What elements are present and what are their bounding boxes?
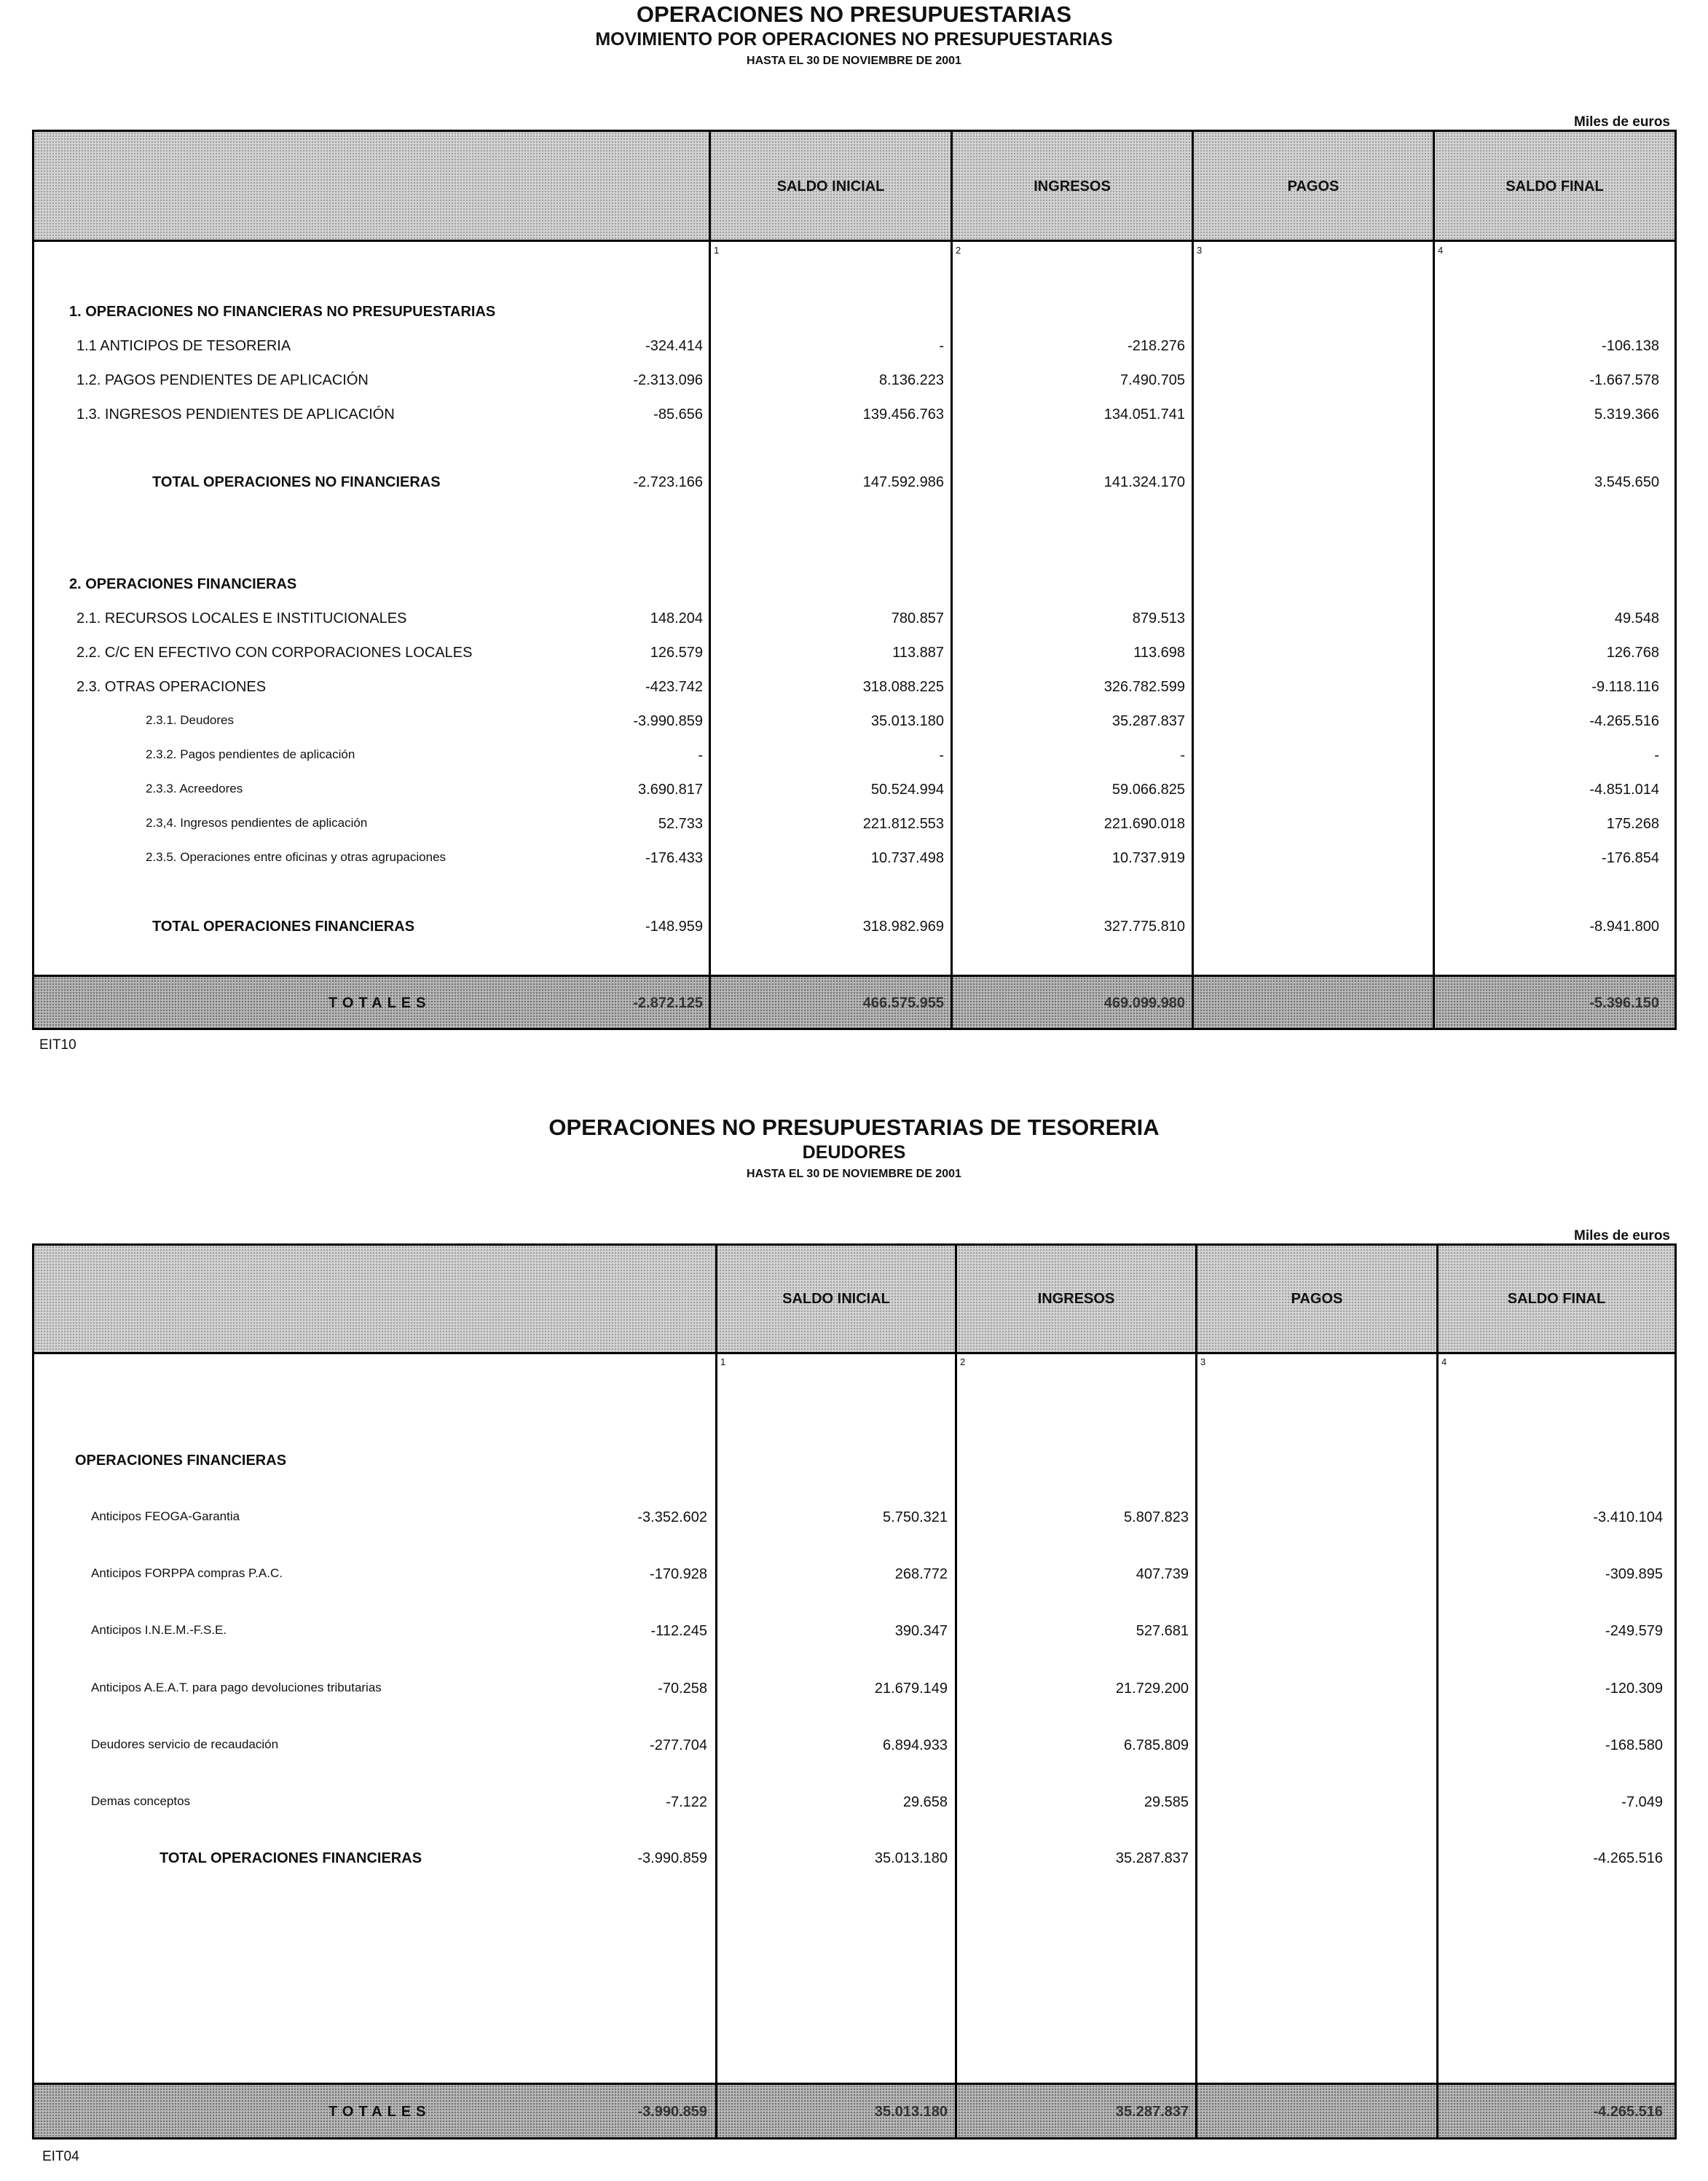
column-header-saldo-inicial: SALDO INICIAL — [782, 1291, 890, 1307]
cell-saldo-inicial: -3.990.859 — [633, 713, 703, 729]
column-number: 4 — [1438, 245, 1444, 256]
cell-ingresos: 5.750.321 — [883, 1509, 948, 1525]
cell-pagos: 5.807.823 — [1124, 1509, 1189, 1525]
cell-saldo-inicial: 126.579 — [650, 645, 703, 661]
cell-pagos: -218.276 — [1127, 338, 1185, 354]
cell-ingresos: 390.347 — [894, 1623, 948, 1639]
report2-title: OPERACIONES NO PRESUPUESTARIAS DE TESORERIA — [548, 1115, 1160, 1140]
cell-ingresos: 35.013.180 — [870, 713, 944, 729]
cell-pagos: 407.739 — [1136, 1566, 1189, 1582]
cell-saldo-inicial: -170.928 — [650, 1566, 707, 1582]
report1-period: HASTA EL 30 DE NOVIEMBRE DE 2001 — [747, 55, 961, 67]
column-divider — [709, 132, 711, 1028]
column-header-ingresos: INGRESOS — [1037, 1291, 1115, 1307]
column-header-saldo-final: SALDO FINAL — [1506, 178, 1604, 194]
cell-saldo-inicial: -148.959 — [645, 919, 703, 935]
cell-saldo-inicial: -277.704 — [650, 1737, 707, 1753]
column-divider — [1195, 1246, 1197, 2137]
row-label: 1.2. PAGOS PENDIENTES DE APLICACIÓN — [76, 372, 369, 388]
row-label: Anticipos FORPPA compras P.A.C. — [91, 1566, 283, 1580]
row-label: 1.1 ANTICIPOS DE TESORERIA — [76, 338, 291, 354]
report2-period: HASTA EL 30 DE NOVIEMBRE DE 2001 — [747, 1168, 961, 1180]
column-divider — [715, 1246, 717, 2137]
column-number: 2 — [960, 1356, 966, 1367]
column-divider — [1433, 132, 1435, 1028]
total-saldo-final: -4.265.516 — [1593, 2104, 1663, 2120]
column-header-pagos: PAGOS — [1287, 178, 1339, 194]
cell-saldo-inicial: -324.414 — [645, 338, 703, 354]
cell-saldo-final: -309.895 — [1605, 1566, 1663, 1582]
cell-pagos: 141.324.170 — [1103, 474, 1185, 490]
cell-ingresos: 10.737.498 — [870, 850, 944, 866]
cell-ingresos: - — [939, 747, 944, 763]
row-label: 2. OPERACIONES FINANCIERAS — [69, 576, 297, 592]
cell-pagos: 29.585 — [1144, 1794, 1189, 1810]
totals-label: TOTALES — [328, 2104, 431, 2120]
cell-pagos: 59.066.825 — [1111, 782, 1185, 798]
cell-saldo-final: 3.545.650 — [1594, 474, 1659, 490]
cell-saldo-final: - — [1654, 747, 1659, 763]
column-header-saldo-inicial: SALDO INICIAL — [776, 178, 885, 194]
cell-ingresos: 780.857 — [891, 610, 944, 626]
total-saldo-inicial: -2.872.125 — [633, 995, 703, 1011]
report1-title: OPERACIONES NO PRESUPUESTARIAS — [636, 1, 1072, 27]
cell-ingresos: 268.772 — [894, 1566, 948, 1582]
cell-saldo-final: -168.580 — [1605, 1737, 1663, 1753]
cell-saldo-final: -4.265.516 — [1589, 713, 1659, 729]
column-divider — [1436, 1246, 1439, 2137]
cell-ingresos: 221.812.553 — [862, 816, 944, 832]
column-number: 2 — [956, 245, 961, 256]
cell-ingresos: 8.136.223 — [879, 372, 944, 388]
row-label: Deudores servicio de recaudación — [91, 1737, 279, 1751]
column-divider — [951, 132, 953, 1028]
row-label: TOTAL OPERACIONES NO FINANCIERAS — [152, 474, 441, 490]
cell-saldo-final: -106.138 — [1602, 338, 1659, 354]
cell-saldo-final: 49.548 — [1614, 610, 1659, 626]
cell-saldo-final: -3.410.104 — [1593, 1509, 1663, 1525]
total-pagos: 469.099.980 — [1103, 995, 1185, 1011]
cell-saldo-final: -8.941.800 — [1589, 919, 1659, 935]
row-label: 2.2. C/C EN EFECTIVO CON CORPORACIONES LOCALES — [76, 645, 473, 661]
cell-ingresos: 147.592.986 — [862, 474, 944, 490]
report1-subtitle: MOVIMIENTO POR OPERACIONES NO PRESUPUESTARIAS — [595, 29, 1113, 50]
column-divider — [955, 1246, 957, 2137]
row-label: OPERACIONES FINANCIERAS — [75, 1453, 287, 1469]
column-number: 3 — [1197, 245, 1203, 256]
cell-saldo-inicial: -2.723.166 — [633, 474, 703, 490]
column-header-pagos: PAGOS — [1291, 1291, 1343, 1307]
row-label: 2.1. RECURSOS LOCALES E INSTITUCIONALES — [76, 610, 407, 626]
row-label: TOTAL OPERACIONES FINANCIERAS — [160, 1850, 422, 1866]
cell-pagos: 326.782.599 — [1103, 679, 1185, 695]
row-label: Anticipos FEOGA-Garantia — [91, 1509, 240, 1523]
cell-pagos: 879.513 — [1132, 610, 1185, 626]
cell-saldo-inicial: -7.122 — [666, 1794, 707, 1810]
cell-saldo-inicial: -3.990.859 — [637, 1850, 707, 1866]
cell-pagos: 21.729.200 — [1115, 1681, 1189, 1697]
row-label: Anticipos A.E.A.T. para pago devoluciones tributarias — [91, 1681, 382, 1694]
report2-totals-band — [34, 2083, 1674, 2137]
total-ingresos: 35.013.180 — [874, 2104, 948, 2120]
cell-saldo-final: -249.579 — [1605, 1623, 1663, 1639]
cell-ingresos: 318.982.969 — [862, 919, 944, 935]
cell-pagos: 134.051.741 — [1103, 406, 1185, 423]
cell-saldo-final: 126.768 — [1606, 645, 1659, 661]
cell-saldo-inicial: 3.690.817 — [638, 782, 703, 798]
total-saldo-inicial: -3.990.859 — [637, 2104, 707, 2120]
cell-pagos: 527.681 — [1136, 1623, 1189, 1639]
column-header-ingresos: INGRESOS — [1034, 178, 1111, 194]
cell-saldo-inicial: -70.258 — [658, 1681, 707, 1697]
cell-ingresos: - — [939, 338, 944, 354]
column-number: 4 — [1441, 1356, 1447, 1367]
cell-pagos: 6.785.809 — [1124, 1737, 1189, 1753]
cell-ingresos: 139.456.763 — [862, 406, 944, 423]
row-label: TOTAL OPERACIONES FINANCIERAS — [152, 919, 415, 935]
cell-saldo-inicial: -2.313.096 — [633, 372, 703, 388]
cell-saldo-inicial: -176.433 — [645, 850, 703, 866]
cell-saldo-final: 175.268 — [1606, 816, 1659, 832]
cell-pagos: 7.490.705 — [1120, 372, 1185, 388]
cell-ingresos: 35.013.180 — [874, 1850, 948, 1866]
cell-ingresos: 21.679.149 — [874, 1681, 948, 1697]
cell-ingresos: 6.894.933 — [883, 1737, 948, 1753]
cell-saldo-final: -9.118.116 — [1591, 679, 1659, 695]
cell-saldo-inicial: -85.656 — [653, 406, 703, 423]
column-number: 1 — [720, 1356, 726, 1367]
cell-pagos: 10.737.919 — [1111, 850, 1185, 866]
row-label: Demas conceptos — [91, 1794, 191, 1808]
cell-saldo-inicial: - — [698, 747, 703, 763]
cell-saldo-final: -120.309 — [1605, 1681, 1663, 1697]
total-ingresos: 466.575.955 — [862, 995, 944, 1011]
row-label: 1.3. INGRESOS PENDIENTES DE APLICACIÓN — [76, 406, 395, 423]
totals-label: TOTALES — [328, 995, 431, 1011]
row-label: 2.3.1. Deudores — [146, 713, 234, 727]
report2-units: Miles de euros — [1574, 1228, 1670, 1243]
report2-subtitle: DEUDORES — [802, 1142, 906, 1163]
cell-saldo-final: -176.854 — [1602, 850, 1659, 866]
report1-units: Miles de euros — [1574, 114, 1670, 130]
cell-pagos: 35.287.837 — [1115, 1850, 1189, 1866]
report1-code: EIT10 — [39, 1037, 76, 1053]
column-number: 1 — [714, 245, 720, 256]
cell-pagos: 35.287.837 — [1111, 713, 1185, 729]
row-label: 2.3.2. Pagos pendientes de aplicación — [146, 747, 355, 761]
row-label: 2.3.3. Acreedores — [146, 782, 243, 795]
cell-ingresos: 318.088.225 — [862, 679, 944, 695]
cell-saldo-final: -7.049 — [1621, 1794, 1663, 1810]
cell-saldo-inicial: -3.352.602 — [637, 1509, 707, 1525]
report1-totals-band — [34, 975, 1674, 1028]
row-label: Anticipos I.N.E.M.-F.S.E. — [91, 1623, 227, 1637]
column-divider — [1192, 132, 1194, 1028]
report2-code: EIT04 — [42, 2149, 79, 2164]
cell-pagos: 113.698 — [1133, 645, 1185, 661]
cell-saldo-final: -1.667.578 — [1589, 372, 1659, 388]
cell-ingresos: 113.887 — [892, 645, 944, 661]
row-label: 2.3,4. Ingresos pendientes de aplicación — [146, 816, 368, 830]
cell-saldo-final: -4.851.014 — [1589, 782, 1659, 798]
cell-pagos: - — [1180, 747, 1185, 763]
row-label: 2.3.5. Operaciones entre oficinas y otras agrupaciones — [146, 850, 446, 864]
column-header-saldo-final: SALDO FINAL — [1507, 1291, 1606, 1307]
row-label: 1. OPERACIONES NO FINANCIERAS NO PRESUPUESTARIAS — [69, 304, 496, 320]
column-number: 3 — [1200, 1356, 1206, 1367]
cell-saldo-final: -4.265.516 — [1593, 1850, 1663, 1866]
cell-ingresos: 29.658 — [902, 1794, 948, 1810]
cell-saldo-inicial: -423.742 — [645, 679, 703, 695]
total-saldo-final: -5.396.150 — [1589, 995, 1659, 1011]
cell-pagos: 327.775.810 — [1103, 919, 1185, 935]
cell-saldo-inicial: 148.204 — [650, 610, 703, 626]
row-label: 2.3. OTRAS OPERACIONES — [76, 679, 267, 695]
cell-saldo-final: 5.319.366 — [1594, 406, 1659, 423]
report1-table — [32, 130, 1677, 1030]
cell-saldo-inicial: -112.245 — [650, 1623, 707, 1639]
cell-ingresos: 50.524.994 — [870, 782, 944, 798]
report2-table — [32, 1243, 1677, 2139]
cell-saldo-inicial: 52.733 — [658, 816, 703, 832]
cell-pagos: 221.690.018 — [1103, 816, 1185, 832]
total-pagos: 35.287.837 — [1115, 2104, 1189, 2120]
